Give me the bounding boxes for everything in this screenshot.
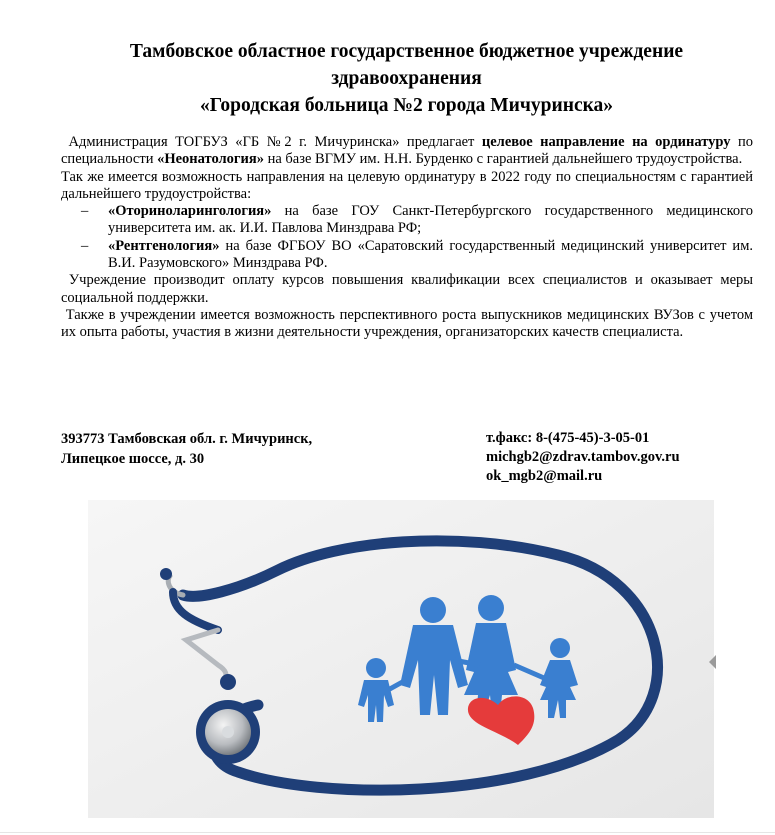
page-bottom-divider xyxy=(0,832,775,833)
address-line-2: Липецкое шоссе, д. 30 xyxy=(61,451,205,467)
list-dash: – xyxy=(81,237,89,254)
list-dash: – xyxy=(81,203,89,220)
chestpiece-center xyxy=(222,726,234,738)
intro-paragraph: Администрация ТОГБУЗ «ГБ №2 г. Мичуринска» предлагает целевое направление на ординатуру по специальности «Неонатология» на базе ВГМУ им. Н.Н. Бурденко с гарантией дальнейшего трудоустройства. xyxy=(61,134,754,168)
document-title xyxy=(60,38,753,119)
specialty-list xyxy=(61,203,753,272)
title-line-1: Тамбовское областное государственное бюджетное учреждение xyxy=(129,41,684,62)
document-body xyxy=(61,134,753,342)
list-item: – «Оториноларингология» на базе ГОУ Санкт-Петербургского государственного медицинского университета им. ак. И.И. Павлова Минздрава РФ; xyxy=(81,203,753,237)
photo-illustration xyxy=(88,500,714,818)
intro-bold-specialty: «Неонатология» xyxy=(157,151,264,168)
postal-address xyxy=(61,429,312,469)
intro-bold-residency: целевое направление на ординатуру xyxy=(481,134,731,150)
email-primary: michgb2@zdrav.tambov.gov.ru xyxy=(486,449,680,465)
ear-tip xyxy=(220,674,236,690)
ear-tip xyxy=(160,568,172,580)
list-item: – «Рентгенология» на базе ФГБОУ ВО «Саратовский государственный медицинский университет им. В.И. Разумовского» Минздрава РФ. xyxy=(81,237,753,272)
phone-fax: т.факс: 8-(475-45)-3-05-01 xyxy=(486,430,650,446)
stethoscope-family-photo xyxy=(88,500,714,818)
scroll-left-icon[interactable] xyxy=(709,655,716,669)
title-line-3: «Городская больница №2 города Мичуринска» xyxy=(199,95,614,116)
photo-background xyxy=(88,500,714,818)
paragraph-2: Так же имеется возможность направления на целевую ординатуру в 2022 году по специальностям с гарантией дальнейшего трудоустройства: xyxy=(61,168,753,202)
contact-details xyxy=(486,429,680,486)
paragraph-4: Также в учреждении имеется возможность перспективного роста выпускников медицинских ВУЗов с учетом их опыта работы, участия в жизни деятельности учреждения, организаторских качеств специалиста. xyxy=(61,306,754,341)
title-line-2: здравоохранения xyxy=(331,68,482,89)
paragraph-3: Учреждение производит оплату курсов повышения квалификации всех специалистов и оказывает меры социальной поддержки. xyxy=(61,272,753,306)
email-secondary: ok_mgb2@mail.ru xyxy=(486,468,603,484)
address-line-1: 393773 Тамбовская обл. г. Мичуринск, xyxy=(61,431,313,447)
